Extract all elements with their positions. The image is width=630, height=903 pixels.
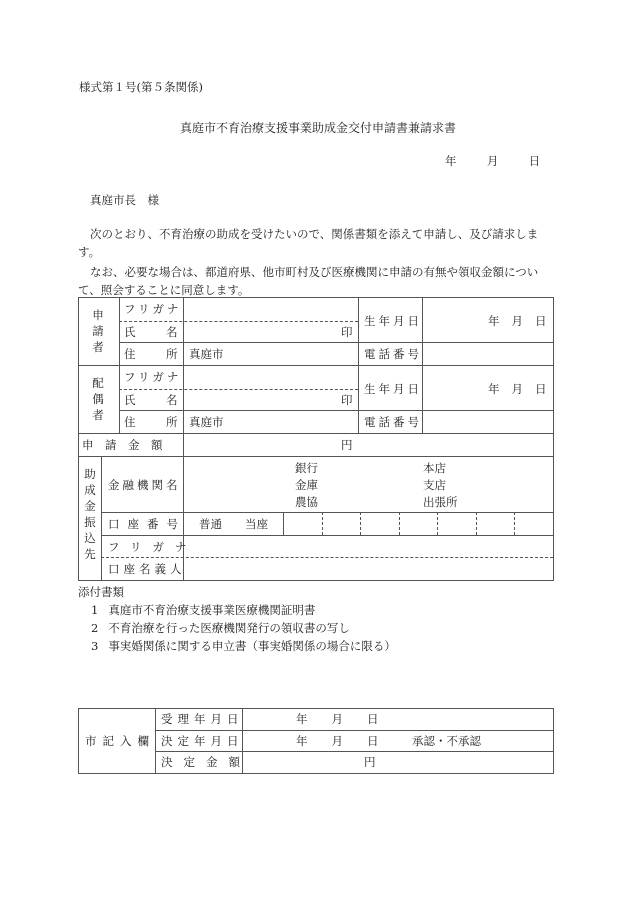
attachment-num: 3 (91, 639, 99, 653)
spouse-address-label-2: 所 (166, 415, 178, 429)
body-para2-line2: て、照会することに同意します。 (78, 283, 250, 297)
year: 年 (296, 734, 308, 748)
received-date-label: 受理年月日 (161, 712, 244, 726)
applicant-furigana-label: フリガナ (124, 302, 182, 316)
spouse-phone-label: 電話番号 (364, 415, 422, 429)
attachment-text: 真庭市不育治療支援事業医療機関証明書 (108, 603, 316, 617)
body-para1-line2: す。 (78, 245, 101, 259)
account-digit-cell[interactable] (477, 513, 514, 534)
divider (119, 389, 358, 390)
holder-furigana-field[interactable] (186, 538, 551, 556)
spouse-birthdate-label: 生年月日 (364, 382, 422, 396)
applicant-name-label-2: 名 (166, 325, 178, 339)
spouse-phone-field[interactable] (425, 413, 550, 431)
month: 月 (331, 734, 343, 748)
birth-day: 日 (535, 314, 547, 328)
divider (183, 297, 184, 581)
submission-date[interactable] (445, 153, 540, 169)
table-border-bottom (78, 773, 554, 774)
applicant-phone-label: 電話番号 (364, 347, 422, 361)
decision-amount-unit: 円 (364, 755, 376, 769)
bank-type-3: 農協 (295, 495, 318, 509)
table-border-top (78, 297, 554, 298)
table-border-right (553, 708, 554, 774)
applicant-address-field[interactable]: 真庭市 (189, 347, 224, 361)
addressee: 真庭市長 様 (90, 193, 159, 207)
decision-date-label: 決定年月日 (161, 734, 244, 748)
applicant-phone-field[interactable] (425, 345, 550, 363)
account-type-ordinary[interactable]: 普通 (199, 517, 222, 531)
account-digit-cell[interactable] (515, 513, 552, 534)
day: 日 (367, 712, 379, 726)
branch-type-1: 本店 (423, 461, 446, 475)
account-holder-label: 口座名義人 (108, 562, 186, 576)
spouse-furigana-label: フリガナ (124, 370, 182, 384)
divider (422, 297, 423, 433)
amount-unit: 円 (341, 438, 353, 452)
divider (78, 456, 554, 457)
account-type-current[interactable]: 当座 (245, 517, 268, 531)
divider (155, 708, 156, 774)
table-border-bottom (78, 580, 554, 581)
form-number: 様式第１号(第５条関係) (79, 80, 203, 94)
bank-type-2: 金庫 (295, 478, 318, 492)
divider (78, 433, 554, 434)
spouse-address-label-1: 住 (124, 415, 136, 429)
amount-label: 申 請 金 額 (82, 438, 163, 452)
divider (155, 730, 554, 731)
applicant-group-label: 申請者 (92, 308, 104, 354)
received-date-field[interactable] (296, 712, 379, 726)
divider (119, 321, 358, 322)
divider (101, 535, 554, 536)
birth-year: 年 (488, 382, 500, 396)
table-border-top (78, 708, 554, 709)
transfer-group-label: 助成金振込先 (84, 467, 96, 561)
approval-status[interactable]: 承認・不承認 (412, 734, 481, 748)
amount-field[interactable] (186, 436, 551, 454)
applicant-name-field[interactable] (186, 323, 336, 341)
spouse-birthdate-field[interactable] (488, 382, 547, 396)
attachment-num: 1 (91, 603, 99, 617)
divider (101, 557, 553, 558)
office-use-label: 市記入欄 (85, 734, 155, 748)
divider (119, 297, 120, 433)
table-border-right (553, 297, 554, 581)
spouse-seal-mark: 印 (341, 393, 353, 407)
applicant-seal-mark: 印 (341, 325, 353, 339)
attachment-item (91, 620, 350, 636)
body-para2-line1: なお、必要な場合は、都道府県、他市町村及び医療機関に申請の有無や領収金額につい (90, 265, 539, 279)
branch-type-3: 出張所 (423, 495, 458, 509)
month: 月 (331, 712, 343, 726)
date-year: 年 (445, 154, 457, 168)
bank-name-field[interactable] (186, 459, 286, 509)
applicant-address-label-1: 住 (124, 347, 136, 361)
birth-year: 年 (488, 314, 500, 328)
spouse-furigana-field[interactable] (186, 368, 356, 388)
divider (358, 297, 359, 433)
holder-furigana-label: フリガナ (108, 540, 198, 554)
table-border-left (78, 708, 79, 774)
year: 年 (296, 712, 308, 726)
spouse-address-field[interactable]: 真庭市 (189, 415, 224, 429)
spouse-group-label: 配偶者 (92, 376, 104, 422)
account-holder-field[interactable] (186, 560, 551, 578)
divider (78, 365, 554, 366)
bank-name-label: 金融機関名 (108, 478, 181, 492)
attachments-heading: 添付書類 (78, 585, 124, 599)
divider (155, 751, 554, 752)
date-day: 日 (528, 154, 541, 168)
account-digit-cell[interactable] (284, 513, 321, 534)
applicant-birthdate-field[interactable] (488, 314, 547, 328)
date-month: 月 (486, 154, 499, 168)
spouse-name-label-1: 氏 (124, 393, 136, 407)
day: 日 (367, 734, 379, 748)
divider (119, 342, 554, 343)
table-border-left (78, 297, 79, 581)
birth-month: 月 (511, 314, 523, 328)
branch-type-2: 支店 (423, 478, 446, 492)
account-digit-cell[interactable] (400, 513, 437, 534)
birth-month: 月 (511, 382, 523, 396)
divider (101, 456, 102, 581)
applicant-name-label-1: 氏 (124, 325, 136, 339)
applicant-address-label-2: 所 (166, 347, 178, 361)
applicant-birthdate-label: 生年月日 (364, 314, 422, 328)
attachment-text: 事実婚関係に関する申立書（事実婚関係の場合に限る） (108, 639, 396, 653)
applicant-furigana-field[interactable] (186, 300, 356, 320)
divider (119, 410, 554, 411)
account-number-label: 口座番号 (108, 517, 186, 531)
account-digit-cell[interactable] (361, 513, 398, 534)
body-para1-line1: 次のとおり、不育治療の助成を受けたいので、関係書類を添えて申請し、及び請求しま (90, 227, 539, 241)
spouse-name-field[interactable] (186, 391, 336, 409)
attachment-num: 2 (91, 621, 99, 635)
attachment-item (91, 602, 315, 618)
account-digit-cell[interactable] (323, 513, 360, 534)
birth-day: 日 (535, 382, 547, 396)
attachment-text: 不育治療を行った医療機関発行の領収書の写し (108, 621, 350, 635)
decision-date-field[interactable] (296, 734, 379, 748)
account-digit-cell[interactable] (438, 513, 475, 534)
branch-name-field[interactable] (320, 459, 420, 509)
decision-amount-label: 決定金額 (161, 755, 251, 769)
attachment-item (91, 638, 396, 654)
bank-type-1: 銀行 (295, 461, 318, 475)
form-title: 真庭市不育治療支援事業助成金交付申請書兼請求書 (180, 121, 457, 135)
spouse-name-label-2: 名 (166, 393, 178, 407)
